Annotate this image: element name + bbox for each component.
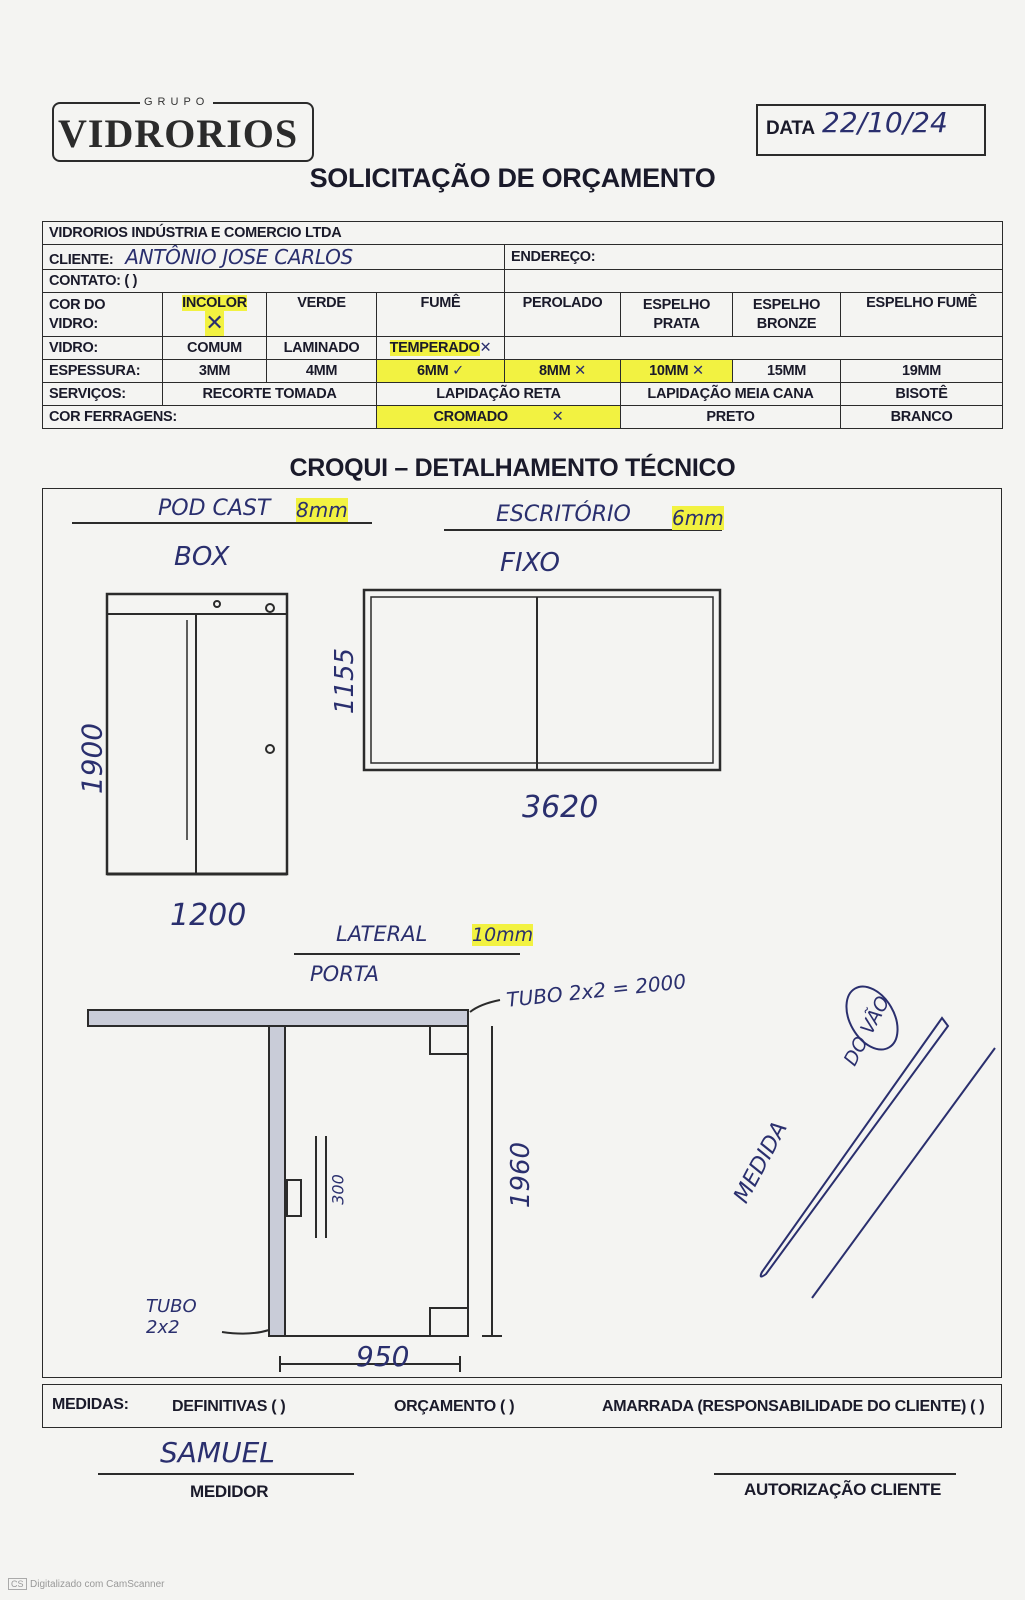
option-preto[interactable]: PRETO [621, 406, 841, 429]
option-4mm[interactable]: 4MM [267, 360, 377, 383]
measures-label: MEDIDAS: [52, 1396, 129, 1413]
date-value: 22/10/24 [822, 106, 948, 139]
item3-sub: PORTA [310, 962, 380, 986]
item3-height: 1960 [506, 1141, 536, 1209]
glass-color-label-2: VIDRO: [49, 315, 98, 332]
note-line-1: MEDIDA [729, 1117, 793, 1208]
item2-title: ESCRITÓRIO [496, 502, 631, 527]
item3-handle: 300 [328, 1174, 348, 1205]
services-label: SERVIÇOS: [43, 383, 163, 406]
option-incolor-label: INCOLOR [182, 295, 247, 311]
measures-definitive[interactable]: DEFINITIVAS ( ) [172, 1398, 286, 1415]
item1-sub: BOX [174, 542, 230, 572]
item3-thickness: 10mm [472, 924, 534, 946]
option-10mm-label: 10MM [649, 363, 689, 379]
option-recorte-tomada[interactable]: RECORTE TOMADA [163, 383, 377, 406]
check-mark: ✕ [205, 311, 224, 336]
option-espelho-fume[interactable]: ESPELHO FUMÊ [841, 293, 1003, 337]
address-label: ENDEREÇO: [505, 245, 1003, 270]
option-temperado-label: TEMPERADO [389, 340, 480, 356]
client-value: ANTÔNIO JOSE CARLOS [125, 245, 353, 269]
item1-width: 1200 [170, 898, 247, 933]
thickness-label: ESPESSURA: [43, 360, 163, 383]
measures-quote[interactable]: ORÇAMENTO ( ) [394, 1398, 515, 1415]
option-branco[interactable]: BRANCO [841, 406, 1003, 429]
item3-width: 950 [356, 1340, 410, 1373]
date-label: DATA [766, 118, 815, 139]
item2-thickness: 6mm [672, 506, 724, 530]
option-lapidacao-meia-cana[interactable]: LAPIDAÇÃO MEIA CANA [621, 383, 841, 406]
item2-sub: FIXO [500, 548, 560, 578]
client-label: CLIENTE: [49, 252, 114, 268]
glass-color-label-1: COR DO [49, 296, 106, 313]
glass-type-label: VIDRO: [43, 337, 163, 360]
client-authorization-label: AUTORIZAÇÃO CLIENTE [744, 1480, 942, 1499]
measurer-label: MEDIDOR [190, 1482, 269, 1501]
item3-tube-top: TUBO 2x2 = 2000 [505, 969, 688, 1012]
check-mark: ✕ [574, 363, 586, 379]
hardware-color-label: COR FERRAGENS: [43, 406, 377, 429]
check-mark: ✓ [452, 363, 464, 379]
option-laminado[interactable]: LAMINADO [267, 337, 377, 360]
option-bisote[interactable]: BISOTÊ [841, 383, 1003, 406]
company-name: VIDRORIOS INDÚSTRIA E COMERCIO LTDA [43, 222, 1003, 245]
check-mark: ✕ [691, 363, 704, 379]
scanner-text: Digitalizado com CamScanner [30, 1579, 165, 1590]
item3-title: LATERAL [336, 922, 428, 946]
option-perolado[interactable]: PEROLADO [505, 293, 621, 337]
option-3mm[interactable]: 3MM [163, 360, 267, 383]
item2-width: 3620 [522, 790, 599, 825]
option-15mm[interactable]: 15MM [733, 360, 841, 383]
option-verde[interactable]: VERDE [267, 293, 377, 337]
logo-group: GRUPO [140, 96, 213, 108]
option-espelho-bronze[interactable]: ESPELHO BRONZE [733, 293, 841, 337]
item1-height: 1900 [75, 722, 109, 795]
option-fume[interactable]: FUMÊ [377, 293, 505, 337]
measures-tied[interactable]: AMARRADA (RESPONSABILIDADE DO CLIENTE) ( ) [602, 1398, 985, 1415]
item1-title: POD CAST [158, 496, 271, 521]
scanner-badge: CS [8, 1578, 27, 1590]
check-mark: ✕ [551, 409, 564, 425]
measurer-name: SAMUEL [160, 1436, 275, 1469]
option-lapidacao-reta[interactable]: LAPIDAÇÃO RETA [377, 383, 621, 406]
contact-label: CONTATO: ( ) [43, 270, 505, 293]
item3-tube-bottom: TUBO 2x2 [146, 1296, 197, 1338]
option-espelho-prata[interactable]: ESPELHO PRATA [621, 293, 733, 337]
item2-height: 1155 [330, 647, 360, 715]
option-6mm-label: 6MM [417, 363, 449, 379]
sketch-title: CROQUI – DETALHAMENTO TÉCNICO [289, 454, 736, 482]
option-cromado-label: CROMADO [433, 409, 508, 425]
check-mark: ✕ [479, 340, 492, 356]
logo-brand: VIDRORIOS [58, 111, 299, 156]
item1-thickness: 8mm [296, 498, 348, 522]
note-line-2: DO VÃO [839, 992, 895, 1070]
option-8mm-label: 8MM [539, 363, 571, 379]
form-title: SOLICITAÇÃO DE ORÇAMENTO [309, 163, 716, 193]
option-comum[interactable]: COMUM [163, 337, 267, 360]
option-19mm[interactable]: 19MM [841, 360, 1003, 383]
